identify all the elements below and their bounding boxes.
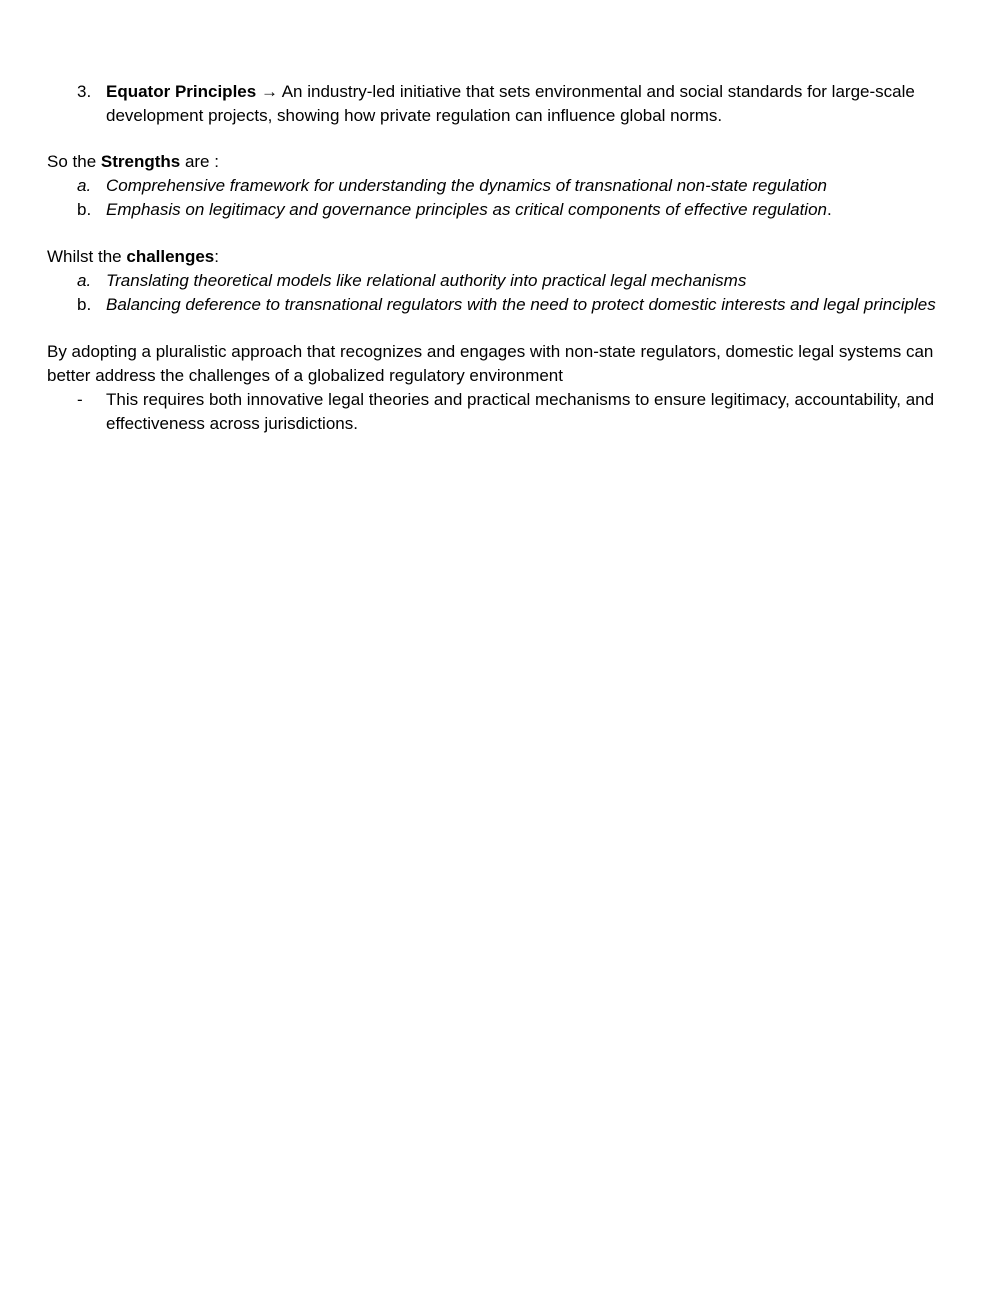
challenge-item-a bbox=[47, 269, 957, 293]
list-number: 3. bbox=[77, 82, 92, 101]
challenge-text: Translating theoretical models like relational authority into practical legal mechanisms bbox=[106, 271, 747, 290]
arrow-icon: → bbox=[260, 82, 278, 101]
challenges-heading: Whilst the challenges: bbox=[47, 247, 219, 266]
strength-text: Comprehensive framework for understanding the dynamics of transnational non-state regulation bbox=[106, 176, 828, 195]
list-marker: a. bbox=[77, 271, 92, 290]
list-marker: a. bbox=[77, 176, 92, 195]
challenge-text: Balancing deference to transnational regulators with the need to protect domestic interests and legal principles bbox=[106, 295, 936, 314]
challenges-label: challenges bbox=[126, 247, 215, 266]
dash-marker: - bbox=[77, 390, 83, 409]
challenge-item-b bbox=[47, 293, 957, 317]
list-marker: b. bbox=[77, 295, 92, 314]
conclusion-paragraph: By adopting a pluralistic approach that recognizes and engages with non-state regulators, domestic legal systems can better address the challenges of a globalized regulatory environment bbox=[47, 342, 934, 385]
strength-text: Emphasis on legitimacy and governance principles as critical components of effective regulation bbox=[106, 200, 827, 219]
term-equator-principles: Equator Principles bbox=[106, 82, 257, 101]
strength-item-a bbox=[47, 174, 957, 198]
list-marker: b. bbox=[77, 200, 92, 219]
conclusion-bullet bbox=[47, 388, 957, 436]
list-item-equator-principles bbox=[47, 80, 957, 128]
document-page bbox=[47, 80, 957, 436]
strengths-heading: So the Strengths are : bbox=[47, 152, 219, 171]
strength-item-b: b. Emphasis on legitimacy and governance principles as critical components of effective regulation. bbox=[47, 198, 957, 222]
item-description: An industry-led initiative that sets environmental and social standards for large-scale development projects, showing how private regulation can influence global norms. bbox=[106, 82, 915, 125]
bullet-text: This requires both innovative legal theories and practical mechanisms to ensure legitimacy, accountability, and effectiveness across jurisdictions. bbox=[106, 390, 935, 433]
strengths-label: Strengths bbox=[100, 152, 181, 171]
